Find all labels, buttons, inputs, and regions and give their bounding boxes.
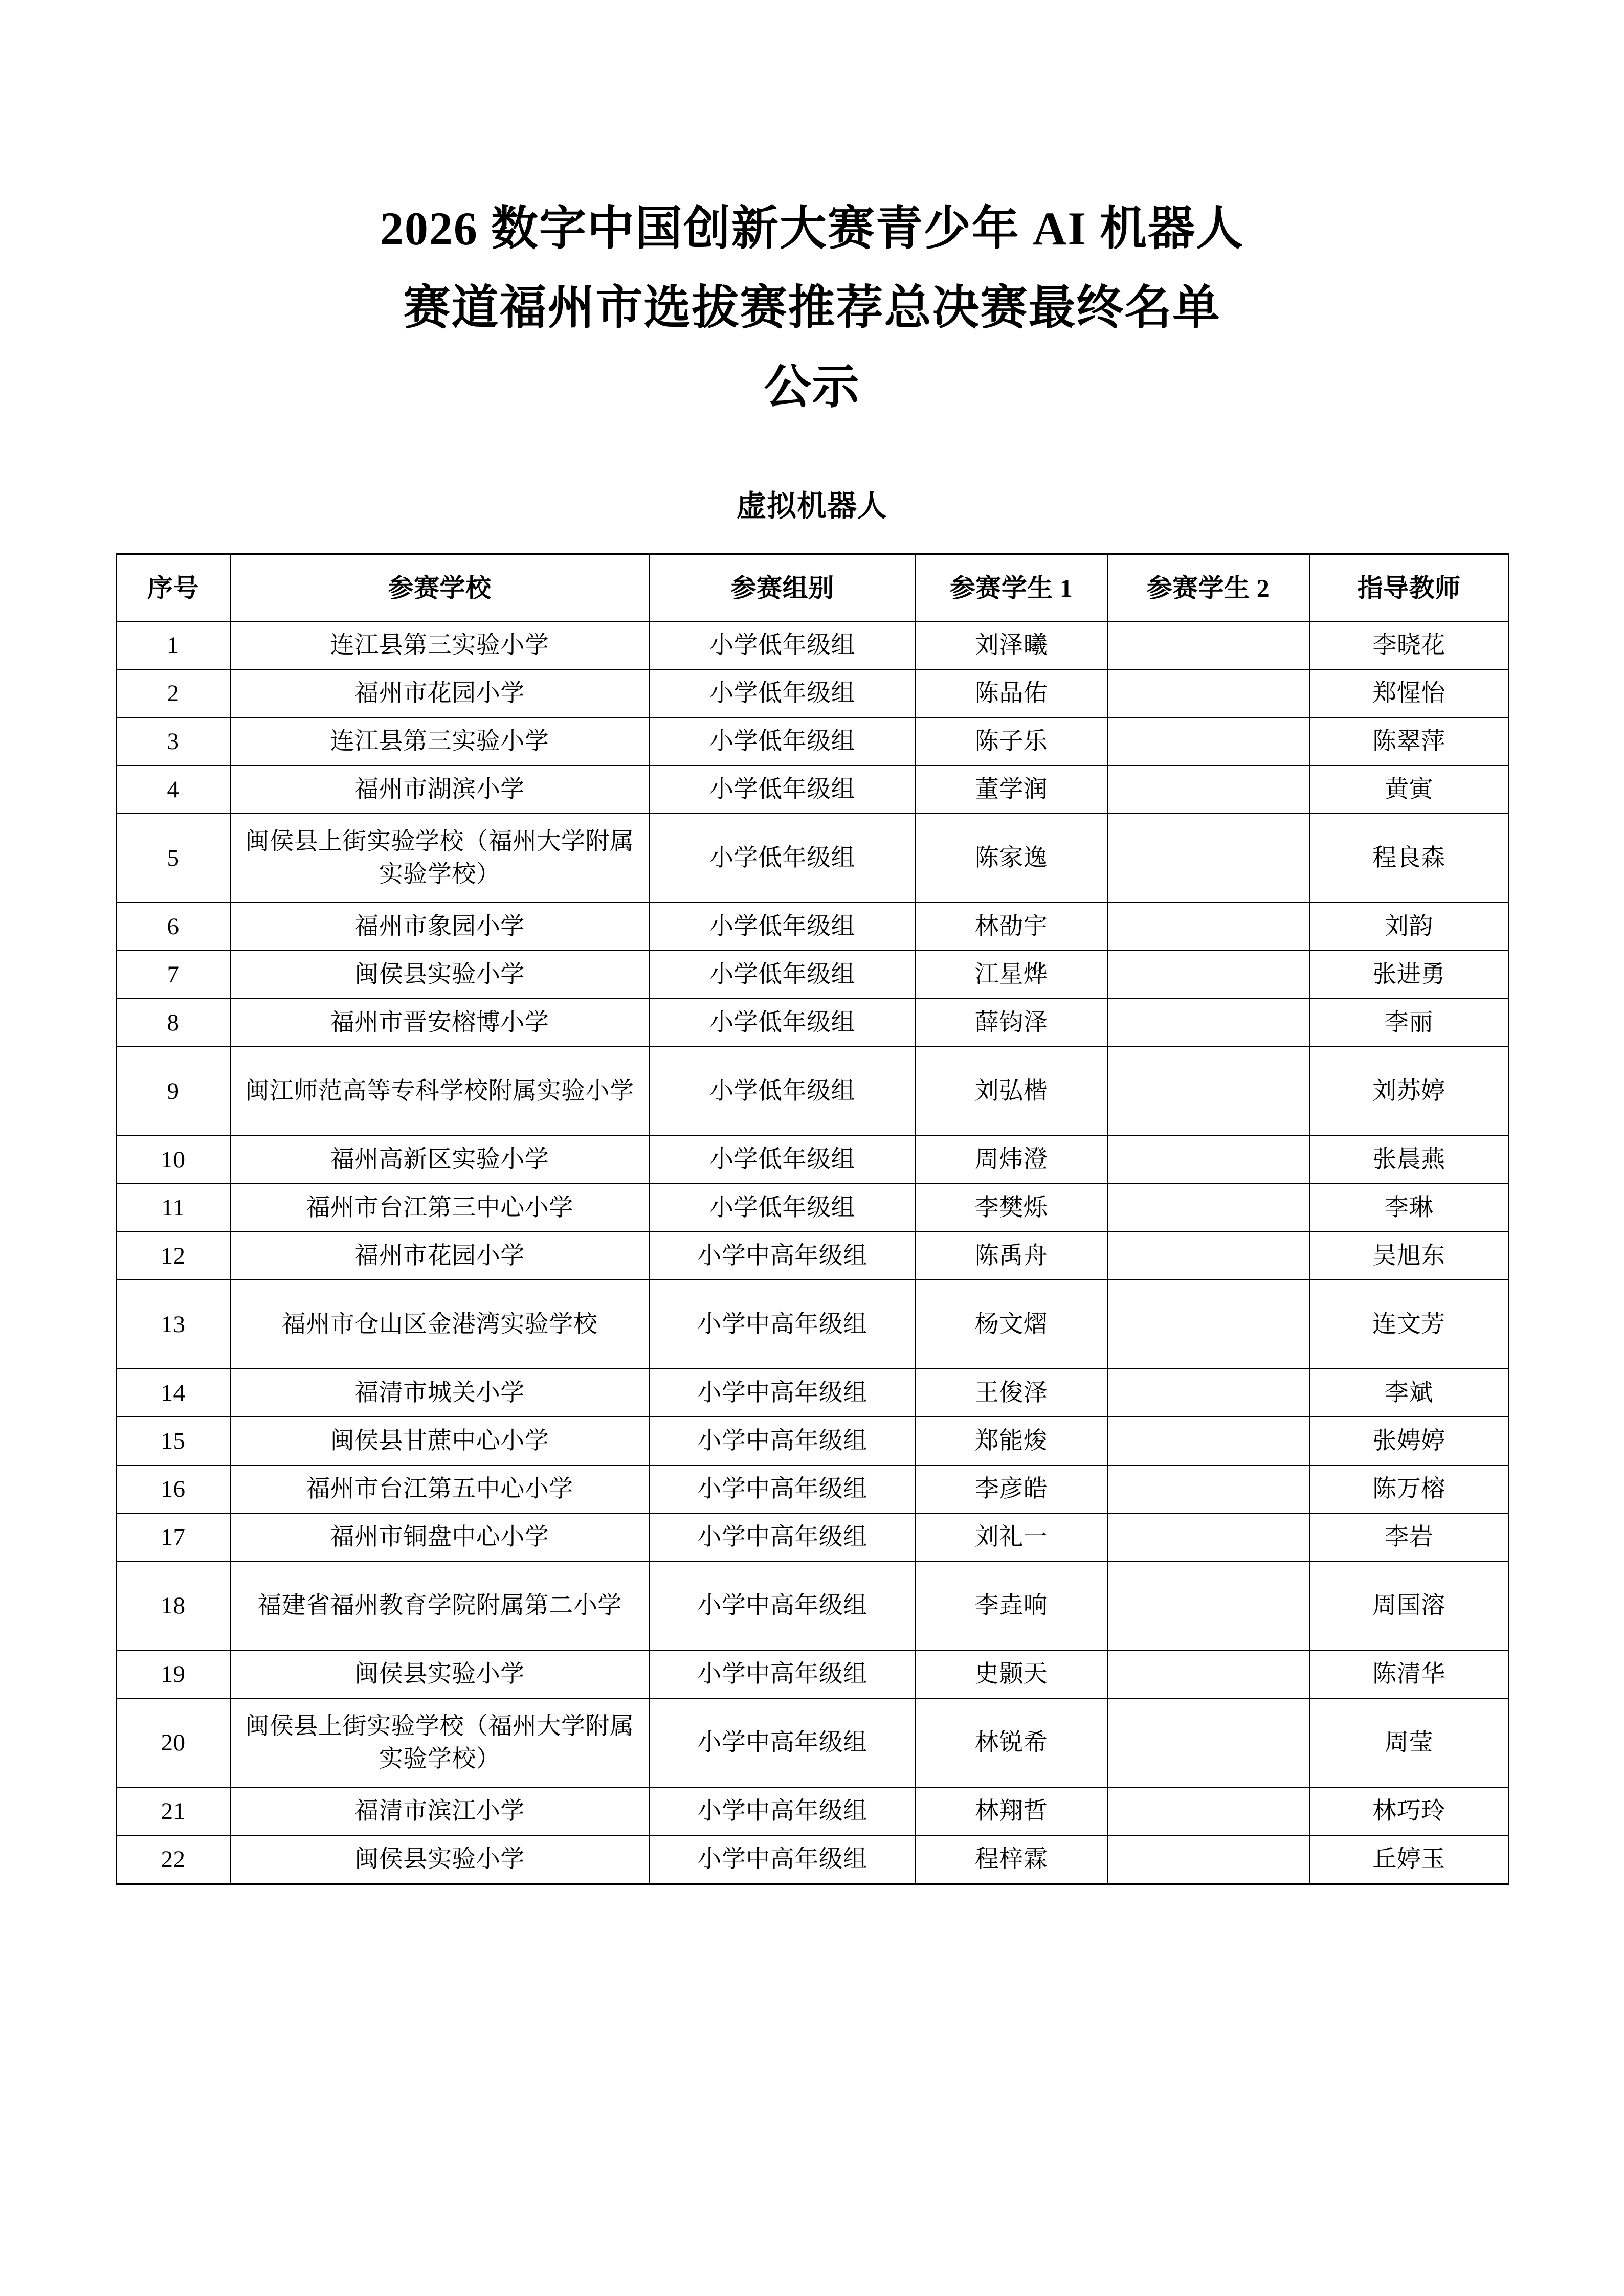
cell-index: 9	[117, 1047, 230, 1136]
cell-school: 闽侯县上街实验学校（福州大学附属实验学校）	[230, 814, 650, 903]
cell-student2	[1107, 1369, 1309, 1417]
cell-teacher: 黄寅	[1309, 766, 1509, 814]
cell-student2	[1107, 621, 1309, 669]
cell-student2	[1107, 1465, 1309, 1513]
column-header-student2: 参赛学生 2	[1107, 554, 1309, 622]
cell-student1: 程梓霖	[916, 1835, 1107, 1884]
cell-student2	[1107, 717, 1309, 766]
table-row	[117, 1465, 1509, 1513]
column-header-school: 参赛学校	[230, 554, 650, 622]
cell-teacher: 张娉婷	[1309, 1417, 1509, 1465]
cell-teacher: 丘婷玉	[1309, 1835, 1509, 1884]
cell-group: 小学低年级组	[650, 621, 916, 669]
section-subtitle: 虚拟机器人	[736, 489, 887, 523]
cell-school: 福州市台江第三中心小学	[230, 1184, 650, 1232]
table-row	[117, 1369, 1509, 1417]
cell-index: 11	[117, 1184, 230, 1232]
cell-school: 福州市花园小学	[230, 1232, 650, 1280]
cell-group: 小学低年级组	[650, 1136, 916, 1184]
column-header-teacher: 指导教师	[1309, 554, 1509, 622]
cell-group: 小学中高年级组	[650, 1280, 916, 1369]
cell-group: 小学中高年级组	[650, 1650, 916, 1698]
cell-student1: 薛钧泽	[916, 999, 1107, 1047]
cell-teacher: 李斌	[1309, 1369, 1509, 1417]
cell-student1: 陈家逸	[916, 814, 1107, 903]
table-body	[117, 621, 1509, 1884]
cell-group: 小学低年级组	[650, 1047, 916, 1136]
cell-school: 闽侯县甘蔗中心小学	[230, 1417, 650, 1465]
cell-teacher: 刘韵	[1309, 903, 1509, 951]
cell-index: 5	[117, 814, 230, 903]
cell-student2	[1107, 903, 1309, 951]
roster-table	[116, 553, 1509, 1885]
table-row	[117, 1184, 1509, 1232]
cell-index: 16	[117, 1465, 230, 1513]
document-title	[242, 0, 1383, 427]
cell-teacher: 吴旭东	[1309, 1232, 1509, 1280]
cell-teacher: 刘苏婷	[1309, 1047, 1509, 1136]
cell-index: 17	[117, 1513, 230, 1561]
cell-group: 小学中高年级组	[650, 1561, 916, 1650]
cell-school: 福州高新区实验小学	[230, 1136, 650, 1184]
cell-teacher: 程良森	[1309, 814, 1509, 903]
table-row	[117, 1650, 1509, 1698]
cell-group: 小学低年级组	[650, 717, 916, 766]
cell-student2	[1107, 766, 1309, 814]
cell-student2	[1107, 1650, 1309, 1698]
cell-student1: 李垚响	[916, 1561, 1107, 1650]
cell-student1: 杨文熠	[916, 1280, 1107, 1369]
cell-student1: 林翔哲	[916, 1787, 1107, 1835]
cell-teacher: 周国溶	[1309, 1561, 1509, 1650]
cell-teacher: 李琳	[1309, 1184, 1509, 1232]
table-row	[117, 1698, 1509, 1787]
cell-student2	[1107, 1513, 1309, 1561]
cell-student1: 刘泽曦	[916, 621, 1107, 669]
cell-student1: 李樊烁	[916, 1184, 1107, 1232]
cell-student2	[1107, 1787, 1309, 1835]
cell-index: 12	[117, 1232, 230, 1280]
cell-student2	[1107, 1698, 1309, 1787]
cell-index: 6	[117, 903, 230, 951]
cell-index: 3	[117, 717, 230, 766]
cell-student2	[1107, 814, 1309, 903]
cell-index: 4	[117, 766, 230, 814]
cell-teacher: 林巧玲	[1309, 1787, 1509, 1835]
cell-teacher: 李岩	[1309, 1513, 1509, 1561]
cell-school: 连江县第三实验小学	[230, 717, 650, 766]
cell-student2	[1107, 1184, 1309, 1232]
column-header-student1: 参赛学生 1	[916, 554, 1107, 622]
cell-group: 小学中高年级组	[650, 1417, 916, 1465]
cell-index: 10	[117, 1136, 230, 1184]
cell-student1: 林劭宇	[916, 903, 1107, 951]
cell-student2	[1107, 1561, 1309, 1650]
roster-table-container	[116, 553, 1508, 1885]
cell-index: 1	[117, 621, 230, 669]
cell-group: 小学中高年级组	[650, 1698, 916, 1787]
cell-school: 闽侯县实验小学	[230, 1835, 650, 1884]
table-row	[117, 1136, 1509, 1184]
cell-index: 18	[117, 1561, 230, 1650]
cell-student1: 董学润	[916, 766, 1107, 814]
cell-index: 21	[117, 1787, 230, 1835]
cell-index: 19	[117, 1650, 230, 1698]
cell-index: 15	[117, 1417, 230, 1465]
table-row	[117, 1835, 1509, 1884]
cell-school: 福州市象园小学	[230, 903, 650, 951]
title-line-3: 公示	[764, 361, 860, 413]
cell-student1: 陈子乐	[916, 717, 1107, 766]
cell-teacher: 周莹	[1309, 1698, 1509, 1787]
cell-school: 福州市晋安榕博小学	[230, 999, 650, 1047]
cell-student2	[1107, 1835, 1309, 1884]
cell-student1: 周炜澄	[916, 1136, 1107, 1184]
column-header-index: 序号	[117, 554, 230, 622]
cell-teacher: 陈清华	[1309, 1650, 1509, 1698]
table-row	[117, 903, 1509, 951]
cell-student2	[1107, 999, 1309, 1047]
cell-teacher: 陈翠萍	[1309, 717, 1509, 766]
table-row	[117, 814, 1509, 903]
table-row	[117, 1047, 1509, 1136]
cell-school: 闽江师范高等专科学校附属实验小学	[230, 1047, 650, 1136]
header-row	[117, 554, 1509, 622]
cell-index: 7	[117, 951, 230, 999]
cell-school: 闽侯县实验小学	[230, 1650, 650, 1698]
cell-group: 小学中高年级组	[650, 1835, 916, 1884]
cell-school: 福清市滨江小学	[230, 1787, 650, 1835]
cell-group: 小学低年级组	[650, 951, 916, 999]
cell-group: 小学低年级组	[650, 814, 916, 903]
cell-index: 20	[117, 1698, 230, 1787]
cell-student2	[1107, 669, 1309, 717]
cell-student2	[1107, 1232, 1309, 1280]
cell-school: 闽侯县实验小学	[230, 951, 650, 999]
cell-index: 8	[117, 999, 230, 1047]
table-row	[117, 1232, 1509, 1280]
cell-group: 小学中高年级组	[650, 1232, 916, 1280]
cell-school: 连江县第三实验小学	[230, 621, 650, 669]
cell-group: 小学中高年级组	[650, 1465, 916, 1513]
cell-teacher: 陈万榕	[1309, 1465, 1509, 1513]
cell-group: 小学低年级组	[650, 999, 916, 1047]
cell-school: 福建省福州教育学院附属第二小学	[230, 1561, 650, 1650]
cell-student1: 陈品佑	[916, 669, 1107, 717]
cell-index: 22	[117, 1835, 230, 1884]
cell-student2	[1107, 1417, 1309, 1465]
cell-student2	[1107, 1047, 1309, 1136]
title-line-2: 赛道福州市选拔赛推荐总决赛最终名单	[403, 282, 1221, 334]
cell-teacher: 张晨燕	[1309, 1136, 1509, 1184]
table-row	[117, 717, 1509, 766]
cell-student2	[1107, 951, 1309, 999]
cell-teacher: 李晓花	[1309, 621, 1509, 669]
cell-school: 福州市铜盘中心小学	[230, 1513, 650, 1561]
cell-group: 小学低年级组	[650, 766, 916, 814]
table-header	[117, 554, 1509, 622]
table-row	[117, 1561, 1509, 1650]
cell-student1: 刘礼一	[916, 1513, 1107, 1561]
cell-group: 小学中高年级组	[650, 1787, 916, 1835]
cell-student2	[1107, 1280, 1309, 1369]
cell-teacher: 连文芳	[1309, 1280, 1509, 1369]
cell-student1: 刘弘楷	[916, 1047, 1107, 1136]
cell-school: 福州市台江第五中心小学	[230, 1465, 650, 1513]
cell-student2	[1107, 1136, 1309, 1184]
cell-student1: 王俊泽	[916, 1369, 1107, 1417]
cell-student1: 陈禹舟	[916, 1232, 1107, 1280]
table-row	[117, 669, 1509, 717]
cell-student1: 林锐希	[916, 1698, 1107, 1787]
cell-index: 14	[117, 1369, 230, 1417]
cell-teacher: 李丽	[1309, 999, 1509, 1047]
table-row	[117, 1787, 1509, 1835]
column-header-group: 参赛组别	[650, 554, 916, 622]
cell-school: 福清市城关小学	[230, 1369, 650, 1417]
cell-school: 闽侯县上街实验学校（福州大学附属实验学校）	[230, 1698, 650, 1787]
table-row	[117, 1280, 1509, 1369]
cell-group: 小学低年级组	[650, 1184, 916, 1232]
table-row	[117, 1513, 1509, 1561]
table-row	[117, 999, 1509, 1047]
cell-school: 福州市仓山区金港湾实验学校	[230, 1280, 650, 1369]
cell-teacher: 郑惺怡	[1309, 669, 1509, 717]
cell-student1: 郑能焌	[916, 1417, 1107, 1465]
cell-student1: 江星烨	[916, 951, 1107, 999]
cell-group: 小学低年级组	[650, 903, 916, 951]
cell-group: 小学中高年级组	[650, 1369, 916, 1417]
cell-student1: 史颢天	[916, 1650, 1107, 1698]
table-row	[117, 621, 1509, 669]
cell-group: 小学中高年级组	[650, 1513, 916, 1561]
cell-group: 小学低年级组	[650, 669, 916, 717]
cell-index: 13	[117, 1280, 230, 1369]
cell-index: 2	[117, 669, 230, 717]
cell-student1: 李彦皓	[916, 1465, 1107, 1513]
cell-school: 福州市花园小学	[230, 669, 650, 717]
table-row	[117, 951, 1509, 999]
table-row	[117, 766, 1509, 814]
title-line-1: 2026 数字中国创新大赛青少年 AI 机器人	[380, 202, 1244, 255]
table-row	[117, 1417, 1509, 1465]
cell-school: 福州市湖滨小学	[230, 766, 650, 814]
cell-teacher: 张进勇	[1309, 951, 1509, 999]
